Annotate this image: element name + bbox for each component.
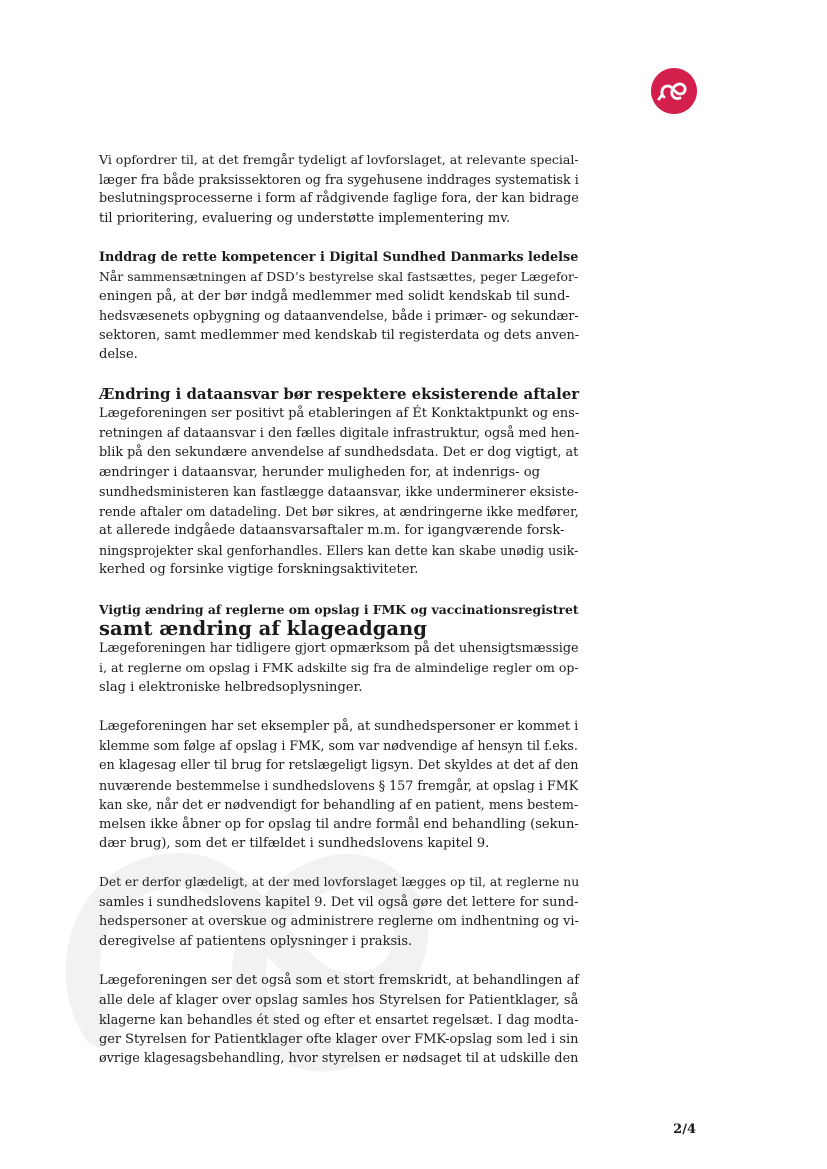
text-line: Vi opfordrer til, at det fremgår tydeligt af lovforslaget, at relevante special-	[99, 152, 579, 167]
text-line: klemme som følge af opslag i FMK, som var nødvendige af hensyn til f.eks.	[99, 738, 578, 754]
text-line: ændringer i dataansvar, herunder muligheden for, at indenrigs- og	[99, 464, 540, 480]
text-line: melsen ikke åbner op for opslag til andre formål end behandling (sekun-	[99, 816, 579, 832]
heading-line: Vigtig ændring af reglerne om opslag i FMK og vaccinationsregistret	[99, 601, 579, 617]
section-heading-ledelse	[99, 248, 579, 268]
text-line: beslutningsprocesserne i form af rådgivende faglige fora, der kan bidrage	[99, 191, 579, 207]
intro-paragraph	[99, 150, 579, 228]
text-line: ningsprojekter skal genforhandles. Ellers kan dette kan skabe unødig usik-	[99, 542, 579, 558]
text-line: slag i elektroniske helbredsoplysninger.	[99, 679, 363, 695]
section-paragraph-fmk-1	[99, 639, 579, 698]
text-line: nuværende bestemmelse i sundhedslovens § 157 fremgår, at opslag i FMK	[99, 777, 579, 793]
text-line: sektoren, samt medlemmer med kendskab til registerdata og dets anven-	[99, 327, 580, 343]
text-line: at allerede indgåede dataansvarsaftaler m.m. for igangværende forsk-	[99, 523, 565, 539]
heading-line: samt ændring af klageadgang	[99, 617, 427, 641]
text-line: hedspersoner at overskue og administrere reglerne om indhentning og vi-	[99, 914, 579, 930]
heading-line: Ændring i dataansvar bør respektere eksisterende aftaler	[99, 384, 580, 403]
section-heading-dataansvar	[99, 385, 579, 405]
text-line: Lægeforeningen ser positivt på etableringen af Ét Konktaktpunkt og ens-	[99, 406, 580, 422]
text-line: deregivelse af patientens oplysninger i praksis.	[99, 933, 413, 949]
page-number: 2/4	[673, 1122, 696, 1137]
section-paragraph-fmk-3	[99, 873, 579, 951]
text-line: klagerne kan behandles ét sted og efter et ensartet regelsæt. I dag modta-	[99, 1012, 579, 1028]
text-line: Lægeforeningen har tidligere gjort opmærksom på det uhensigtsmæssige	[99, 640, 579, 656]
text-line: retningen af dataansvar i den fælles digitale infrastruktur, også med hen-	[99, 425, 580, 441]
text-line: Når sammensætningen af DSD’s bestyrelse skal fastsættes, peger Lægefor-	[99, 269, 579, 285]
text-line: i, at reglerne om opslag i FMK adskilte sig fra de almindelige regler om op-	[99, 660, 579, 676]
text-line: rende aftaler om datadeling. Det bør sikres, at ændringerne ikke medfører,	[99, 503, 579, 519]
text-line: Det er derfor glædeligt, at der med lovforslaget lægges op til, at reglerne nu	[99, 875, 580, 890]
text-line: læger fra både praksissektoren og fra sygehusene inddrages systematisk i	[99, 171, 579, 187]
text-line: en klagesag eller til brug for retslægeligt ligsyn. Det skyldes at det af den	[99, 757, 579, 773]
text-line: kan ske, når det er nødvendigt for behandling af en patient, mens bestem-	[99, 797, 579, 813]
heading-line: Inddrag de rette kompetencer i Digital Sundhed Danmarks ledelse	[99, 249, 579, 265]
text-line: øvrige klagesagsbehandling, hvor styrelsen er nødsaget til at udskille den	[99, 1051, 579, 1067]
text-line: dær brug), som det er tilfældet i sundhedslovens kapitel 9.	[99, 836, 490, 852]
text-line: ger Styrelsen for Patientklager ofte klager over FMK-opslag som led i sin	[99, 1031, 579, 1047]
text-line: eningen på, at der bør indgå medlemmer med solidt kendskab til sund-	[99, 288, 570, 304]
text-line: alle dele af klager over opslag samles hos Styrelsen for Patientklager, så	[99, 992, 579, 1008]
text-line: Lægeforeningen ser det også som et stort fremskridt, at behandlingen af	[99, 972, 580, 988]
text-line: Lægeforeningen har set eksempler på, at sundhedspersoner er kommet i	[99, 718, 579, 734]
text-line: hedsvæsenets opbygning og dataanvendelse, både i primær- og sekundær-	[99, 308, 579, 324]
section-paragraph-dataansvar	[99, 404, 579, 580]
text-line: blik på den sekundære anvendelse af sundhedsdata. Det er dog vigtigt, at	[99, 445, 579, 461]
section-paragraph-ledelse	[99, 267, 579, 365]
section-paragraph-fmk-4	[99, 971, 579, 1069]
text-line: kerhed og forsinke vigtige forskningsaktiviteter.	[99, 562, 419, 578]
section-heading-fmk	[99, 600, 579, 639]
letter-body	[99, 150, 579, 1069]
text-line: til prioritering, evaluering og understøtte implementering mv.	[99, 210, 511, 226]
text-line: samles i sundhedslovens kapitel 9. Det vil også gøre det lettere for sund-	[99, 894, 579, 910]
laegeforeningen-logo-icon	[651, 68, 697, 114]
text-line: delse.	[99, 347, 138, 363]
section-paragraph-fmk-2	[99, 717, 579, 854]
text-line: sundhedsministeren kan fastlægge dataansvar, ikke underminerer eksiste-	[99, 484, 579, 500]
